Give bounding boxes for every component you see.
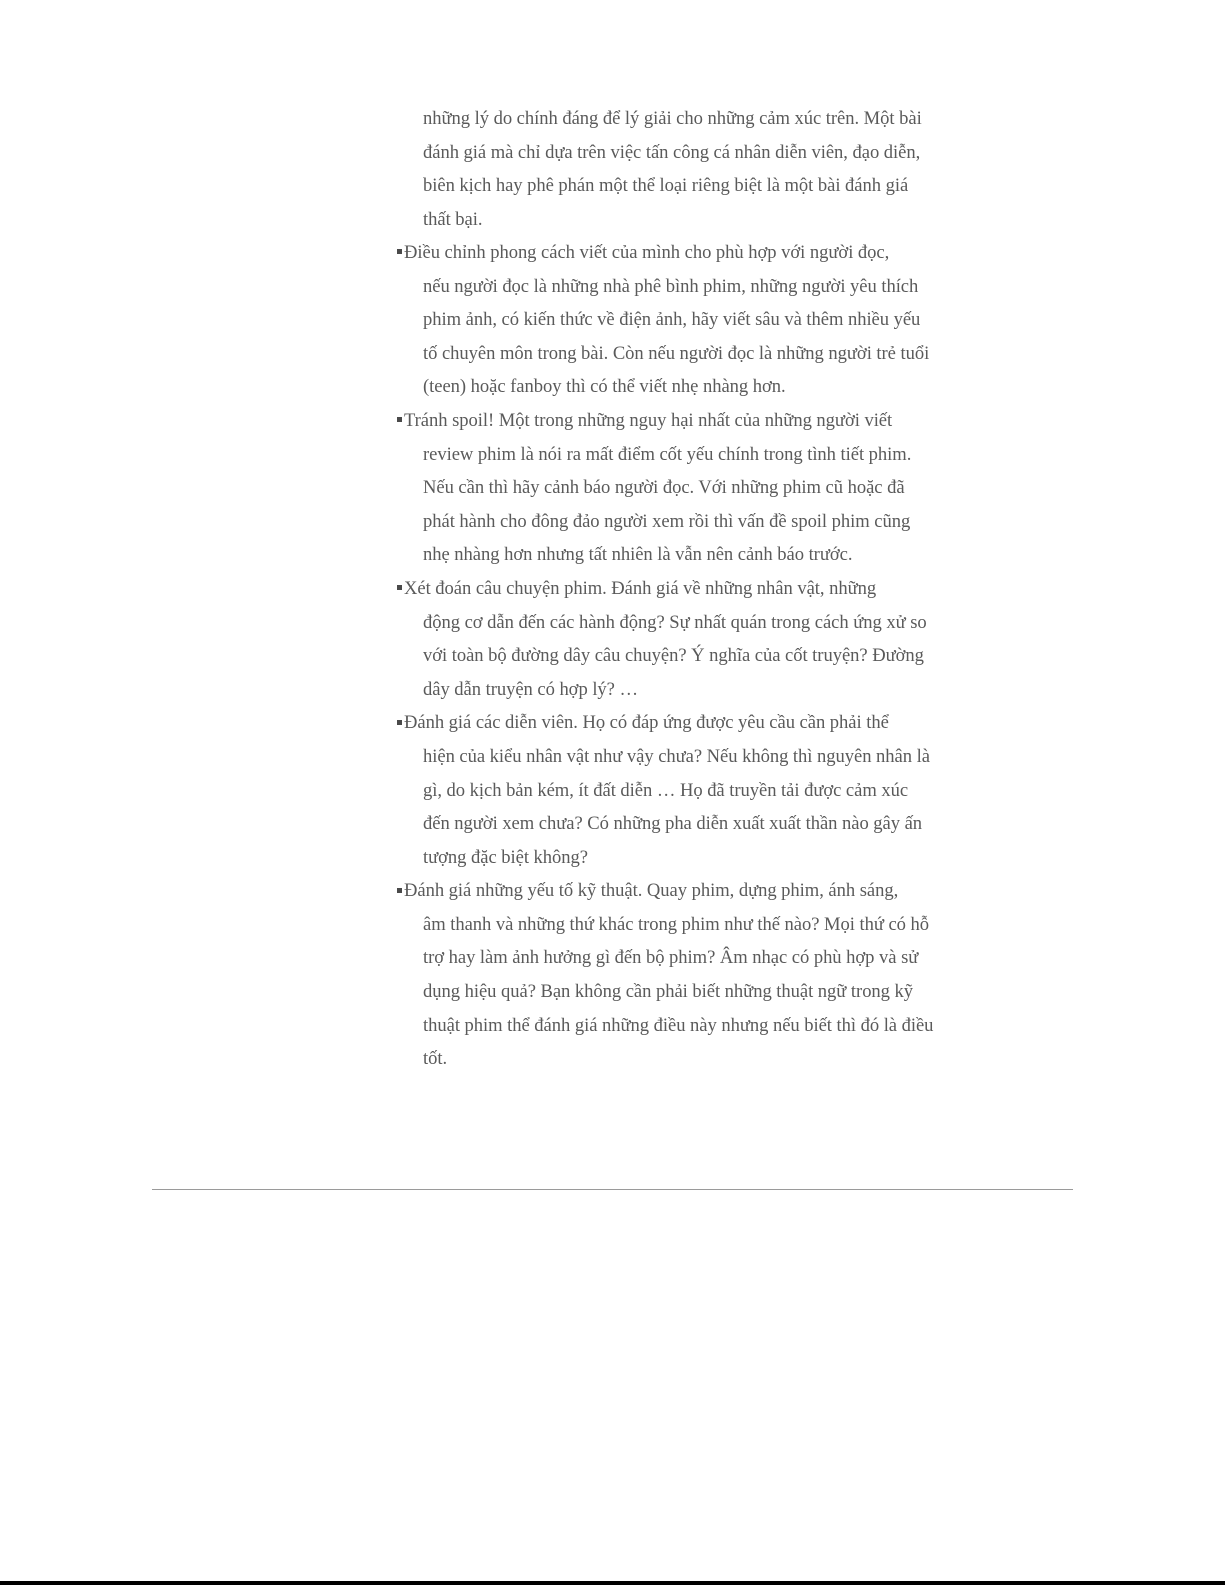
bullet-line: hiện của kiểu nhân vật như vậy chưa? Nếu không thì nguyên nhân là: [423, 745, 930, 767]
bullet-line: tố chuyên môn trong bài. Còn nếu người đọc là những người trẻ tuổi: [423, 342, 930, 364]
square-bullet-icon: [397, 888, 402, 893]
bullet-line: review phim là nói ra mất điểm cốt yếu chính trong tình tiết phim.: [423, 443, 912, 465]
paragraph-line: đánh giá mà chỉ dựa trên việc tấn công cá nhân diễn viên, đạo diễn,: [423, 141, 921, 163]
bullet-line: động cơ dẫn đến các hành động? Sự nhất quán trong cách ứng xử so: [423, 611, 927, 633]
list-item: [397, 404, 972, 572]
list-item: [397, 572, 972, 706]
bullet-line: âm thanh và những thứ khác trong phim như thế nào? Mọi thứ có hỗ: [423, 913, 929, 935]
bullet-text: Tránh spoil! Một trong những nguy hại nhất của những người viết: [404, 409, 893, 431]
paragraph-line: những lý do chính đáng để lý giải cho những cảm xúc trên. Một bài: [423, 108, 922, 129]
list-item: [397, 706, 972, 874]
tips-bullet-list: [397, 236, 972, 1076]
bullet-text: Xét đoán câu chuyện phim. Đánh giá về những nhân vật, những: [404, 577, 877, 599]
bullet-text: Đánh giá các diễn viên. Họ có đáp ứng được yêu cầu cần phải thể: [404, 712, 889, 734]
bullet-line: nếu người đọc là những nhà phê bình phim, những người yêu thích: [423, 275, 919, 297]
bullet-line: dụng hiệu quả? Bạn không cần phải biết những thuật ngữ trong kỹ: [423, 981, 914, 1003]
paragraph-line: biên kịch hay phê phán một thể loại riêng biệt là một bài đánh giá: [423, 175, 909, 197]
bullet-line: phát hành cho đông đảo người xem rồi thì vấn đề spoil phim cũng: [423, 510, 911, 532]
bullet-line: trợ hay làm ảnh hưởng gì đến bộ phim? Âm nhạc có phù hợp và sử: [423, 947, 919, 969]
bullet-line: (teen) hoặc fanboy thì có thể viết nhẹ nhàng hơn.: [423, 376, 786, 398]
list-item: [397, 874, 972, 1076]
bullet-line: tượng đặc biệt không?: [423, 846, 588, 868]
square-bullet-icon: [397, 417, 402, 422]
list-item: [397, 236, 972, 404]
bullet-line: dây dẫn truyện có hợp lý? …: [423, 678, 639, 700]
bullet-line: với toàn bộ đường dây câu chuyện? Ý nghĩa của cốt truyện? Đường: [423, 645, 924, 667]
bullet-line: đến người xem chưa? Có những pha diễn xuất xuất thần nào gây ấn: [423, 813, 923, 835]
bullet-line: gì, do kịch bản kém, ít đất diễn … Họ đã truyền tải được cảm xúc: [423, 779, 909, 801]
bullet-line: phim ảnh, có kiến thức về điện ảnh, hãy viết sâu và thêm nhiều yếu: [423, 309, 921, 331]
horizontal-divider: [152, 1189, 1073, 1190]
bullet-line: thuật phim thể đánh giá những điều này nhưng nếu biết thì đó là điều: [423, 1014, 934, 1036]
square-bullet-icon: [397, 249, 402, 254]
bullet-text: Điều chỉnh phong cách viết của mình cho phù hợp với người đọc,: [404, 242, 890, 263]
bullet-text: Đánh giá những yếu tố kỹ thuật. Quay phim, dựng phim, ánh sáng,: [404, 880, 899, 902]
page-bottom-border: [0, 1581, 1225, 1585]
bullet-line: Nếu cần thì hãy cảnh báo người đọc. Với những phim cũ hoặc đã: [423, 477, 905, 499]
continuation-paragraph: [423, 102, 968, 236]
square-bullet-icon: [397, 720, 402, 725]
bullet-line: nhẹ nhàng hơn nhưng tất nhiên là vẫn nên cảnh báo trước.: [423, 544, 853, 566]
bullet-line: tốt.: [423, 1048, 448, 1070]
square-bullet-icon: [397, 585, 402, 590]
paragraph-line: thất bại.: [423, 208, 483, 230]
